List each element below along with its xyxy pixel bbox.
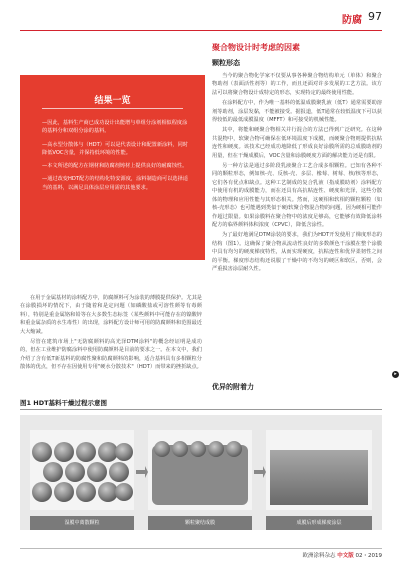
arrow-icon	[136, 466, 148, 478]
stage-2-coalescing	[148, 430, 252, 510]
paragraph: 当今的聚合物化学家不仅要从事各种聚合物结构单元（单体）和聚合物助剂（表面活性剂等）的工作，而且还面对许多发展的工艺方法。该方法可以将聚合物设计成特定的形态，实现特定的最终使用性能。	[212, 73, 382, 96]
figure-caption: 颗粒聚结成膜	[148, 516, 252, 530]
journal-issue: 02・2019	[355, 553, 382, 559]
stage-3-film	[266, 430, 372, 510]
footer-rule	[20, 548, 382, 549]
right-column-body	[212, 72, 382, 275]
figure-rule	[20, 409, 382, 410]
summary-title: 结果一览	[94, 96, 131, 106]
header-rule	[20, 30, 382, 31]
paragraph: 尽管在建筑市场上"无防腐颜料的高光泽DTM涂料"的概念经证明是成功的，但在工业维护防腐涂料中使用防腐颜料是目前的要求之一。在本文中，我们介绍了含有低T新基料的防腐性聚和防腐颜料的影响，适合基料具有多相颗粒分散体的优点，但不存在因使用专用"硬水分散技术"（HDT）而带来的挫折缺点。	[20, 339, 202, 371]
paragraph: 在用于金属基材的涂料配方中，防腐颜料可为涂装的薄膜提供保护。尤其是在涂膜损坏的情况下，由于随着和是定问题（如磷酸盐或可溶性颜等有毒颜料），特别是重金属铬和铅等在大多数生态标签（某些颜料中可能存在的镍酸锌和重金属杂质的水生毒性）的出现，涂料配方设计师可用的防腐颜料和范围最近大大缩减。	[20, 295, 202, 335]
article-heading: 聚合物设计时考虑的因素	[212, 43, 300, 52]
summary-rule	[42, 108, 183, 109]
subheading-adhesion: 优异的附着力	[212, 383, 254, 391]
paragraph: 为了最好地满足DTM涂装的要求，我们为HDT开发使用了梯度形态的结构（图1）。这确保了聚合物从流动性良好的多数颜色干涂膜在整个涂膜中具有均匀的硬度梯度特性，从而实现硬度，抗粘连性和优异柔韧性之间的平衡。梯度形态结构还说服了干燥中的不均匀的硬区和软区，否则，会严重损害涂层耐久性。	[212, 232, 382, 272]
summary-item: —本文所述的配方在钢材和防腐剂铸材上提供良好的耐腐蚀性。	[42, 163, 188, 170]
figure-title: 图1 HDT基料干燥过程示意图	[20, 399, 108, 407]
section-title: 防腐	[342, 15, 362, 26]
stage-1-particles	[30, 430, 134, 510]
paragraph: 另一种方法是通过多阶段乳液聚合工艺合成多相颗粒。已知有各种不同的颗粒形态，例如核-壳、反核-壳、多层、橡莓、树莓、核/核等形态，它们各有优点和缺点。这种工艺制成的复合乳液（指成膜助剂）涂料配方中使用有机的成膜能力，而在还具有高抗粘连性、硬度和光泽，这些分散体的物理和应用性能与其形态相关。然而，这硬相和软相的颗粒颗粒（如核-壳形态）也可能遇到类似于硬/软聚合物混合物的问题，因为硬相可能作作超过限量。如果涂膜料在聚合物中的浓度足够高，它能够有效降低涂料配方的临界颜料体积浓度（CPVC），降低含涂性。	[212, 163, 382, 228]
paragraph: 其中，将能和硬聚合物相关并行混合的方法已得到广泛研究。在这种共混物中，软聚合物可确保在低环境温度下成膜，而硬聚合物则提供抗粘连性和硬度。该技术已经成功地降低了形成良好涂膜所需的总成膜助剂的用量，但在干燥成膜后，VOC含量和涂膜硬度方面的解决能力还是有限。	[212, 127, 382, 159]
summary-list	[42, 119, 189, 197]
figure-panel	[20, 415, 382, 530]
page-header	[0, 0, 400, 30]
figure-illustration	[20, 415, 382, 530]
arrow-icon	[254, 466, 266, 478]
summary-item: —高水型分散体与（HDT）可以是代表设计和配置新涂料，同时降低VOC含量，并保持低环境的性能。	[42, 141, 188, 156]
subheading-morphology: 颗粒形态	[212, 59, 240, 67]
page-footer	[302, 551, 382, 559]
summary-item: —通过改变HDT配方的结构化特安源度，涂料制造商可以选择适当的基料，以满足具体涂层应用需的其他要求。	[42, 176, 188, 191]
continue-arrow-icon: ▸	[392, 371, 399, 378]
left-column-body	[20, 294, 202, 374]
summary-item: —因此，基料生产商已成功设计出能增与单组分涂剂相似程度涂的基料分和双组分涂的基料。	[42, 120, 188, 135]
paragraph: 在涂料配方中，作为唯一基料的低温成膜聚乳液（低T）通常需要助溶剂等助剂，涂层发黏，不能被接受。据报道，低T通常在较低温度下可以获得较低的最低成膜温度（MFFT）和可接受的机械性能。	[212, 100, 382, 124]
summary-box	[20, 75, 205, 260]
journal-name: 欧洲涂料杂志	[302, 553, 336, 559]
journal-edition: 中文版	[337, 553, 354, 559]
figure-caption: 湿膜中离散颗粒	[30, 516, 134, 530]
page-number: 97	[368, 10, 382, 23]
figure-caption: 成膜后形成梯度涂层	[266, 516, 372, 530]
